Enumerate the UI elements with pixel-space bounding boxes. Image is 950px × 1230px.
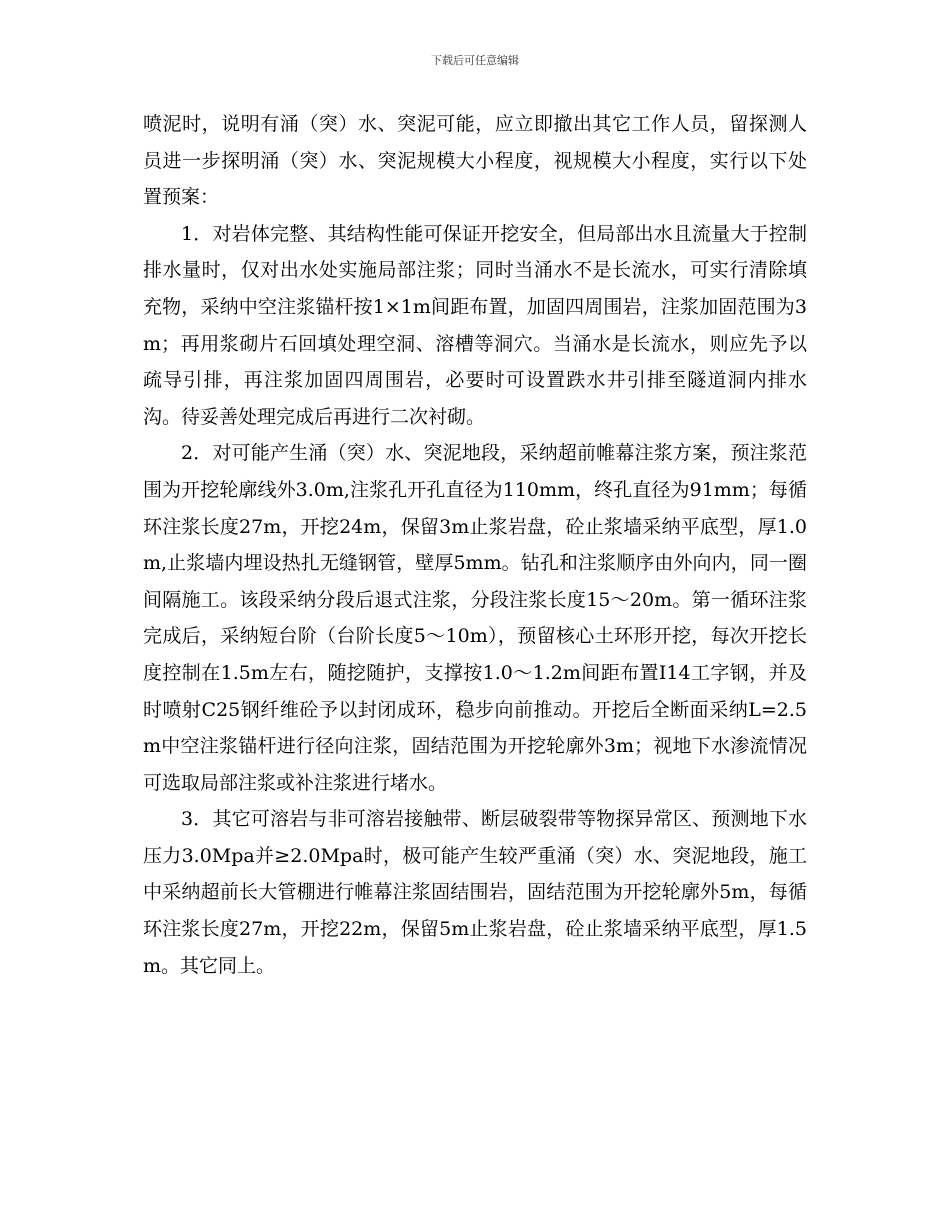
- document-body: [143, 106, 807, 984]
- paragraph-item-1: 1．对岩体完整、其结构性能可保证开挖安全，但局部出水且流量大于控制排水量时，仅对出水处实施局部注浆；同时当涌水不是长流水，可实行清除填充物，采纳中空注浆锚杆按1×1m间距布置，加固四周围岩，注浆加固范围为3m；再用浆砌片石回填处理空洞、溶槽等洞穴。当涌水是长流水，则应先予以疏导引排，再注浆加固四周围岩，必要时可设置跌水井引排至隧道洞内排水沟。待妥善处理完成后再进行二次衬砌。: [143, 222, 807, 428]
- paragraph-item-3: 3．其它可溶岩与非可溶岩接触带、断层破裂带等物探异常区、预测地下水压力3.0Mpa并≥2.0Mpa时，极可能产生较严重涌（突）水、突泥地段，施工中采纳超前长大管棚进行帷幕注浆固结围岩，固结范围为开挖轮廓外5m，每循环注浆长度27m，开挖22m，保留5m止浆岩盘，砼止浆墙采纳平底型，厚1.5m。其它同上。: [143, 808, 807, 977]
- paragraph-intro: 喷泥时，说明有涌（突）水、突泥可能，应立即撤出其它工作人员，留探测人员进一步探明涌（突）水、突泥规模大小程度，视规模大小程度，实行以下处置预案：: [143, 113, 807, 209]
- paragraph-item-2: 2．对可能产生涌（突）水、突泥地段，采纳超前帷幕注浆方案，预注浆范围为开挖轮廓线外3.0m,注浆孔开孔直径为110mm，终孔直径为91mm；每循环注浆长度27m，开挖24m，保留3m止浆岩盘，砼止浆墙采纳平底型，厚1.0m,止浆墙内埋设热扎无缝钢管，壁厚5mm。钻孔和注浆顺序由外向内，同一圈间隔施工。该段采纳分段后退式注浆，分段注浆长度15～20m。第一循环注浆完成后，采纳短台阶（台阶长度5～10m），预留核心土环形开挖，每次开挖长度控制在1.5m左右，随挖随护，支撑按1.0～1.2m间距布置I14工字钢，并及时喷射C25钢纤维砼予以封闭成环，稳步向前推动。开挖后全断面采纳L=2.5m中空注浆锚杆进行径向注浆，固结范围为开挖轮廓外3m；视地下水渗流情况可选取局部注浆或补注浆进行堵水。: [143, 442, 807, 794]
- page-header: 下载后可任意编辑: [431, 54, 519, 67]
